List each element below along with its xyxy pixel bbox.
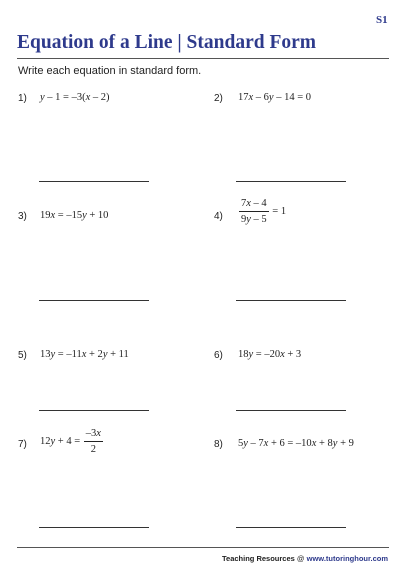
text: – 1 = –3( — [44, 92, 86, 103]
text: 7 — [241, 198, 247, 209]
footer-link[interactable]: www.tutoringhour.com — [306, 554, 388, 563]
fraction — [84, 428, 103, 455]
problem-5-number: 5) — [18, 350, 27, 361]
text: + 11 — [107, 349, 129, 360]
text: – 7 — [247, 438, 264, 449]
var: x — [311, 438, 317, 449]
var: x — [280, 349, 285, 360]
footer-at: @ — [294, 554, 307, 563]
text: + 6 = –10 — [268, 438, 312, 449]
answer-line-3 — [39, 300, 149, 301]
text: – 5 — [250, 214, 267, 225]
numerator — [84, 428, 103, 442]
answer-line-1 — [39, 181, 149, 182]
text: = –15 — [55, 210, 83, 221]
problem-5-equation — [40, 349, 129, 360]
text: 5 — [238, 438, 244, 449]
var: x — [263, 438, 269, 449]
text: 17 — [238, 92, 249, 103]
answer-line-7 — [39, 527, 149, 528]
text: – 6 — [253, 92, 269, 103]
denominator — [239, 212, 269, 225]
var: y — [246, 214, 251, 225]
text: –3 — [85, 428, 97, 439]
answer-line-2 — [236, 181, 346, 182]
var: y — [332, 438, 338, 449]
var: x — [81, 349, 87, 360]
var: y — [50, 349, 56, 360]
numerator — [239, 198, 269, 212]
problem-8-equation — [238, 438, 354, 449]
instructions: Write each equation in standard form. — [18, 65, 202, 77]
var: y — [268, 92, 274, 103]
footer-credit — [222, 554, 388, 563]
problem-1-equation — [40, 92, 110, 103]
text: + 10 — [86, 210, 109, 221]
text: 12 — [40, 435, 51, 447]
title-divider — [17, 58, 389, 59]
var: y — [243, 438, 248, 449]
problem-6-equation — [238, 349, 301, 360]
text: 18 — [238, 349, 249, 360]
problem-2-number: 2) — [214, 93, 223, 104]
var: y — [248, 349, 254, 360]
problem-7-number: 7) — [18, 439, 27, 450]
text: 13 — [40, 349, 51, 360]
text: 9 — [241, 214, 247, 225]
footer-brand: Teaching Resources — [222, 554, 295, 563]
text: 19 — [40, 210, 51, 221]
footer-divider — [17, 547, 389, 548]
problem-1-number: 1) — [18, 93, 27, 104]
text: + 9 — [337, 438, 354, 449]
var: x — [248, 92, 254, 103]
var: y — [82, 210, 87, 221]
text: + 3 — [284, 349, 302, 360]
var: x — [246, 198, 251, 209]
problem-8-number: 8) — [214, 439, 223, 450]
problem-3-number: 3) — [18, 211, 27, 222]
page-title: Equation of a Line | Standard Form — [17, 32, 317, 53]
text: = –20 — [253, 349, 281, 360]
text: + 4 = — [55, 435, 81, 447]
text: = 1 — [269, 205, 287, 217]
answer-line-8 — [236, 527, 346, 528]
problem-4-number: 4) — [214, 211, 223, 222]
fraction — [239, 198, 269, 225]
text: – 14 = 0 — [273, 92, 312, 103]
var: x — [85, 92, 91, 103]
text: – 2) — [90, 92, 110, 103]
text: – 4 — [250, 198, 267, 209]
problem-6-number: 6) — [214, 350, 223, 361]
denominator: 2 — [90, 444, 96, 455]
problem-3-equation — [40, 210, 108, 221]
problem-4-equation — [238, 198, 286, 225]
text: + 2 — [86, 349, 103, 360]
var: y — [40, 92, 45, 103]
answer-line-5 — [39, 410, 149, 411]
answer-line-6 — [236, 410, 346, 411]
problem-7-equation — [40, 428, 104, 455]
sheet-code: S1 — [376, 14, 388, 26]
text: = –11 — [55, 349, 82, 360]
var: y — [50, 435, 56, 447]
var: x — [96, 428, 101, 439]
answer-line-4 — [236, 300, 346, 301]
problem-2-equation — [238, 92, 311, 103]
var: x — [50, 210, 56, 221]
text: + 8 — [316, 438, 333, 449]
var: y — [102, 349, 108, 360]
